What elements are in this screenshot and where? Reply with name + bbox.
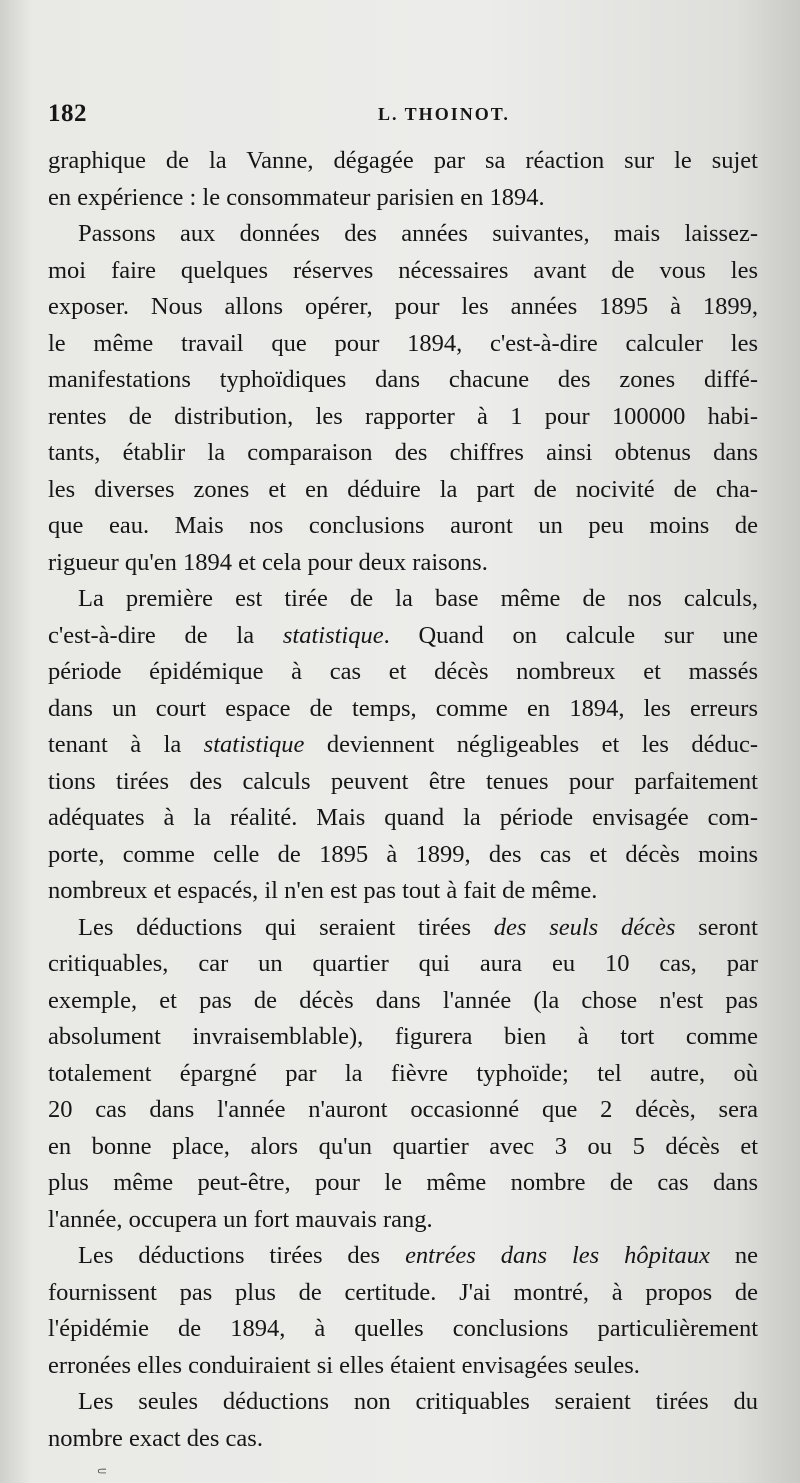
body-text bbox=[48, 143, 758, 1457]
emphasis: statistique bbox=[203, 731, 305, 758]
text-line: l'année, occupera un fort mauvais rang. bbox=[48, 1205, 433, 1233]
text-line: les diverses zones et en déduire la part de nocivité de cha- bbox=[48, 475, 758, 503]
text-line: tions tirées des calculs peuvent être tenues pour parfaitement bbox=[48, 767, 758, 795]
text-line: nombreux et espacés, il n'en est pas tout à fait de même. bbox=[48, 877, 598, 904]
text-line: manifestations typhoïdiques dans chacune des zones diffé- bbox=[48, 366, 758, 393]
text-line: adéquates à la réalité. Mais quand la période envisagée com- bbox=[48, 804, 758, 831]
text-line: nombre exact des cas. bbox=[48, 1424, 263, 1452]
text-line: 20 cas dans l'année n'auront occasionné que 2 décès, sera bbox=[48, 1096, 758, 1123]
text-line: rentes de distribution, les rapporter à 1 pour 100000 habi- bbox=[48, 402, 758, 430]
text-line: l'épidémie de 1894, à quelles conclusions particulièrement bbox=[48, 1315, 758, 1342]
text-line: absolument invraisemblable), figurera bien à tort comme bbox=[48, 1023, 758, 1050]
text-line: Passons aux données des années suivantes, mais laissez- bbox=[78, 220, 758, 247]
text-line: en expérience : le consommateur parisien en 1894. bbox=[48, 183, 545, 211]
text-line: Les déductions qui seraient tirées des seuls décès seront bbox=[78, 913, 758, 941]
text-line: tants, établir la comparaison des chiffres ainsi obtenus dans bbox=[48, 439, 758, 466]
text-line: graphique de la Vanne, dégagée par sa réaction sur le sujet bbox=[48, 147, 758, 174]
text-line: fournissent pas plus de certitude. J'ai montré, à propos de bbox=[48, 1278, 758, 1306]
text-line: erronées elles conduiraient si elles étaient envisagées seules. bbox=[48, 1351, 640, 1379]
text-line: rigueur qu'en 1894 et cela pour deux raisons. bbox=[48, 548, 488, 576]
text-line: porte, comme celle de 1895 à 1899, des cas et décès moins bbox=[48, 840, 758, 868]
text-line: dans un court espace de temps, comme en 1894, les erreurs bbox=[48, 694, 758, 722]
text-line: totalement épargné par la fièvre typhoïde; tel autre, où bbox=[48, 1059, 758, 1087]
running-head: L. THOINOT. bbox=[378, 104, 510, 124]
emphasis: statistique bbox=[282, 621, 384, 649]
emphasis: des seuls décès bbox=[493, 913, 676, 941]
text-line: exemple, et pas de décès dans l'année (la chose n'est pas bbox=[48, 986, 758, 1014]
text-line: en bonne place, alors qu'un quartier avec 3 ou 5 décès et bbox=[48, 1132, 758, 1160]
emphasis: entrées dans les hôpitaux bbox=[405, 1242, 710, 1269]
text-line: le même travail que pour 1894, c'est-à-dire calculer les bbox=[48, 329, 758, 357]
text-line: La première est tirée de la base même de nos calculs, bbox=[78, 585, 758, 612]
text-line: Les seules déductions non critiquables seraient tirées du bbox=[78, 1388, 758, 1415]
text-line: exposer. Nous allons opérer, pour les années 1895 à 1899, bbox=[48, 293, 758, 320]
text-line: critiquables, car un quartier qui aura eu 10 cas, par bbox=[48, 950, 758, 977]
text-line: que eau. Mais nos conclusions auront un peu moins de bbox=[48, 512, 758, 539]
text-line: plus même peut-être, pour le même nombre de cas dans bbox=[48, 1169, 758, 1196]
text-line: moi faire quelques réserves nécessaires avant de vous les bbox=[48, 256, 758, 284]
text-line: tenant à la statistique deviennent négligeables et les déduc- bbox=[48, 731, 758, 758]
footer-mark: ⸦ bbox=[95, 1465, 109, 1480]
text-line: période épidémique à cas et décès nombreux et massés bbox=[48, 658, 758, 685]
text-line: Les déductions tirées des entrées dans les hôpitaux ne bbox=[78, 1242, 758, 1269]
text-line: c'est-à-dire de la statistique. Quand on calcule sur une bbox=[48, 621, 758, 649]
page-number: 182 bbox=[48, 100, 87, 127]
page-header bbox=[48, 100, 758, 134]
